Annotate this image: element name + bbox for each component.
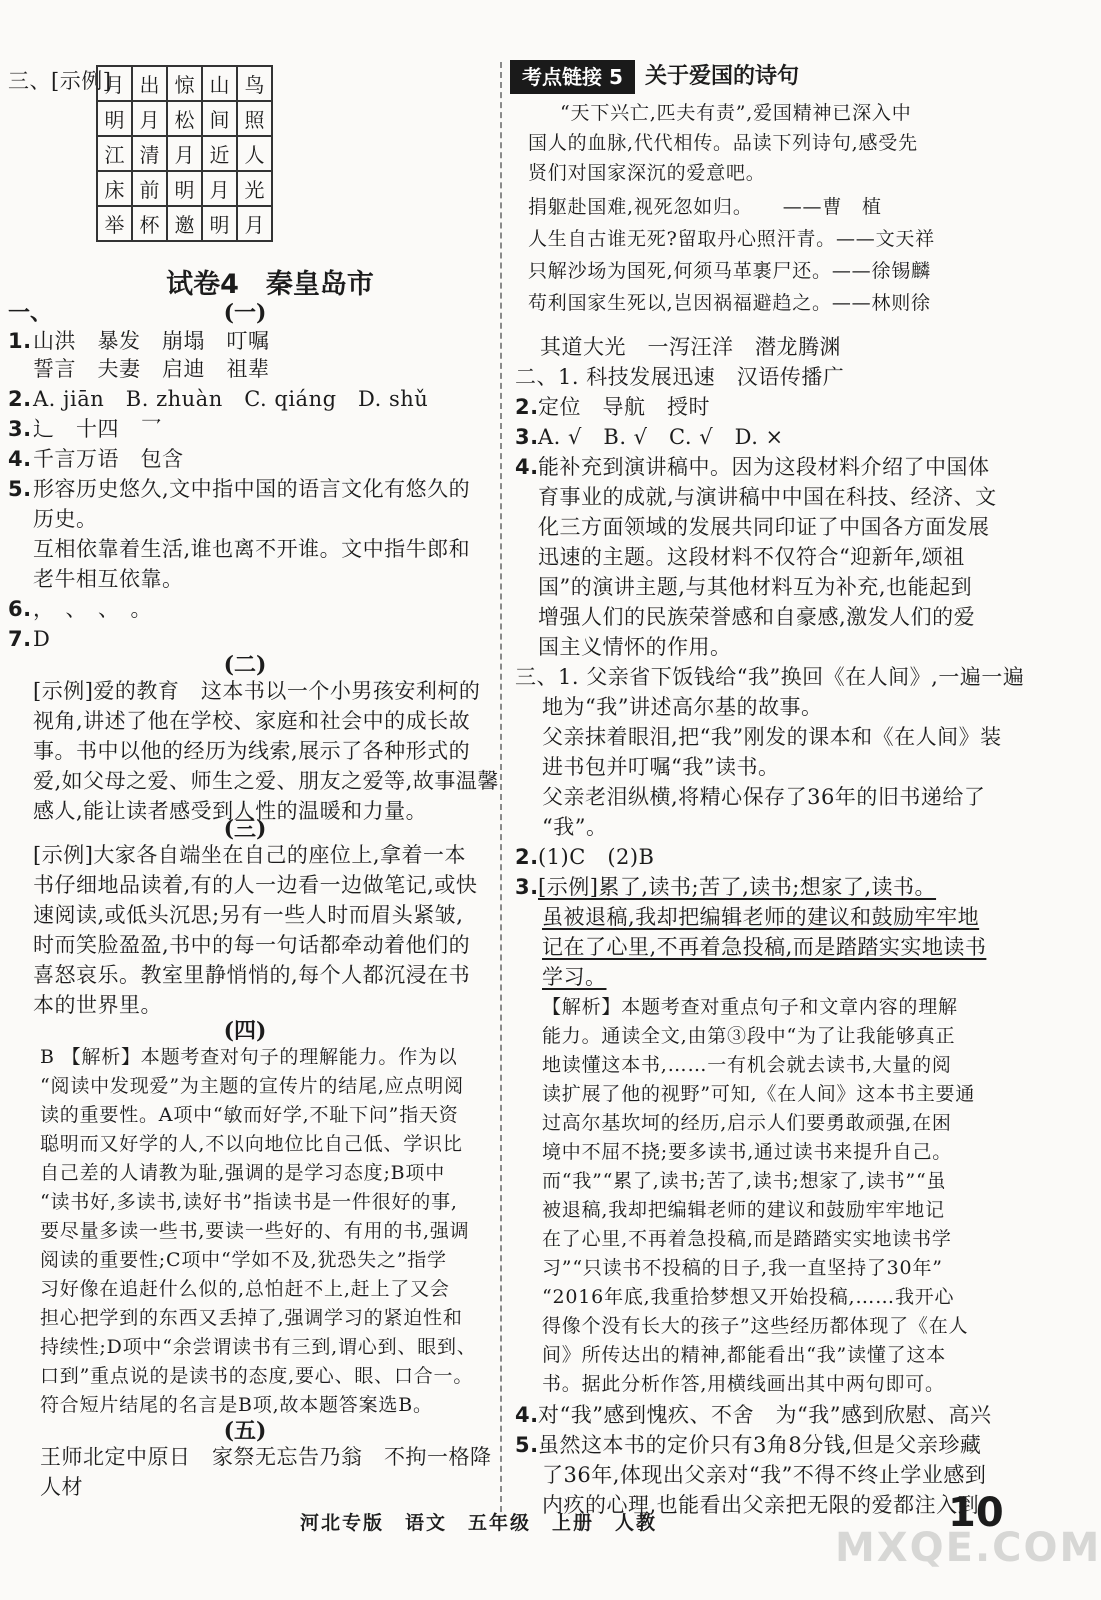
grid-cell: 邀: [167, 206, 202, 241]
analysis-text: 读扩展了他的视野”可知,《在人间》这本书主要通: [542, 1083, 976, 1105]
answer-text: 进书包并叮嘱“我”读书。: [542, 755, 780, 779]
answer-text: D: [33, 627, 51, 651]
analysis-text: “阅读中发现爱”为主题的宣传片的结尾,应点明阅: [40, 1075, 464, 1097]
poem-line: 人生自古谁无死?留取丹心照汗青。——文天祥: [528, 228, 935, 250]
answer-text: 喜怒哀乐。教室里静悄悄的,每个人都沉浸在书: [33, 963, 471, 987]
answer-text: 爱,如父母之爱、师生之爱、朋友之爱等,故事温馨: [33, 769, 499, 793]
grid-cell: 光: [237, 171, 272, 206]
answer-text: 辶 十四 乛: [33, 417, 162, 441]
answer-text: 育事业的成就,与演讲稿中中国在科技、经济、文: [538, 485, 997, 509]
subsection-heading: (三): [223, 816, 267, 842]
grid-cell: 近: [202, 136, 237, 171]
question-number: 3.: [515, 875, 539, 899]
answer-text: 本的世界里。: [33, 993, 162, 1017]
topic-title: 关于爱国的诗句: [645, 64, 800, 89]
grid-cell: 月: [97, 66, 132, 101]
analysis-text: 持续性;D项中“余尝谓读书有三到,谓心到、眼到、: [40, 1336, 477, 1358]
analysis-text: 【解析】本题考查对重点句子和文章内容的理解: [542, 996, 958, 1018]
question-number: 2.: [515, 395, 539, 419]
question-number: 7.: [8, 627, 32, 651]
analysis-text: 书。据此分析作答,用横线画出其中两句即可。: [542, 1373, 945, 1395]
analysis-text: 符合短片结尾的名言是B项,故本题答案选B。: [40, 1394, 433, 1416]
analysis-text: 自己差的人请教为耻,强调的是学习态度;B项中: [40, 1162, 446, 1184]
analysis-text: B 【解析】本题考查对句子的理解能力。作为以: [40, 1046, 458, 1068]
analysis-text: 得像个没有长大的孩子”这些经历都体现了《在人: [542, 1315, 969, 1337]
grid-cell: 惊: [167, 66, 202, 101]
answer-text: 国主义情怀的作用。: [538, 635, 732, 659]
intro-text: 国人的血脉,代代相传。品读下列诗句,感受先: [528, 132, 918, 154]
grid-row: [97, 206, 272, 241]
grid-cell: 床: [97, 171, 132, 206]
answer-text: 了36年,体现出父亲对“我”不得不终止学业感到: [542, 1463, 987, 1487]
grid-cell: 出: [132, 66, 167, 101]
watermark: MXQE.COM: [835, 1525, 1101, 1571]
page-number: 10: [948, 1490, 1004, 1536]
question-number: 6.: [8, 597, 32, 621]
question-number: 5.: [515, 1433, 539, 1457]
answer-text: A. jiān B. zhuàn C. qiáng D. shǔ: [33, 387, 429, 411]
answer-text: 能补充到演讲稿中。因为这段材料介绍了中国体: [538, 455, 990, 479]
paper-title: 试卷4 秦皇岛市: [166, 269, 374, 300]
analysis-text: 聪明而又好学的人,不以向地位比自己低、学识比: [40, 1133, 463, 1155]
underlined-answer: 学习。: [542, 965, 607, 989]
answer-text: 增强人们的民族荣誉感和自豪感,激发人们的爱: [538, 605, 976, 629]
answer-text: 国”的演讲主题,与其他材料互为补充,也能起到: [538, 575, 973, 599]
intro-text: “天下兴亡,匹夫有责”,爱国精神已深入中: [560, 102, 912, 124]
analysis-text: 习”“只读书不投稿的日子,我一直坚持了30年”: [542, 1257, 943, 1279]
subsection-heading: (二): [223, 652, 267, 678]
grid-cell: 前: [132, 171, 167, 206]
grid-cell: 江: [97, 136, 132, 171]
answer-text: 对“我”感到愧疚、不舍 为“我”感到欣慰、高兴: [538, 1403, 992, 1427]
grid-cell: 杯: [132, 206, 167, 241]
answer-text: 千言万语 包含: [33, 447, 184, 471]
answer-text: 老牛相互依靠。: [33, 567, 184, 591]
analysis-text: 间》所传达出的精神,都能看出“我”读懂了这本: [542, 1344, 947, 1366]
section-heading: 一、: [8, 300, 53, 326]
subsection-heading: (一): [223, 300, 267, 326]
answer-text: 王师北定中原日 家祭无忘告乃翁 不拘一格降: [40, 1445, 492, 1469]
intro-text: 贤们对国家深沉的爱意吧。: [528, 162, 766, 184]
answer-text: “我”。: [542, 815, 608, 839]
grid-cell: 月: [132, 101, 167, 136]
answer-text: 三、1. 父亲省下饭钱给“我”换回《在人间》,一遍一遍: [515, 665, 1025, 689]
answer-text: 人材: [40, 1475, 83, 1499]
grid-cell: 明: [97, 101, 132, 136]
grid-cell: 月: [237, 206, 272, 241]
analysis-text: “2016年底,我重拾梦想又开始投稿,……我开心: [542, 1286, 955, 1308]
analysis-text: 习好像在追赶什么似的,总怕赶不上,赶上了又会: [40, 1278, 450, 1300]
answer-text: 誓言 夫妻 启迪 祖辈: [33, 357, 270, 381]
answer-text: 定位 导航 授时: [538, 395, 710, 419]
answer-text: 事。书中以他的经历为线索,展示了各种形式的: [33, 739, 471, 763]
underlined-answer: 虽被退稿,我却把编辑老师的建议和鼓励牢牢地: [542, 905, 980, 929]
analysis-text: 而“我”“累了,读书;苦了,读书;想家了,读书”“虽: [542, 1170, 947, 1192]
answer-text: 历史。: [33, 507, 98, 531]
question-number: 3.: [515, 425, 539, 449]
underlined-answer: 记在了心里,不再着急投稿,而是踏踏实实地读书: [542, 935, 987, 959]
subsection-heading: (五): [223, 1418, 267, 1444]
question-number: 1.: [8, 329, 32, 353]
question-number: 4.: [515, 455, 539, 479]
question-number: 5.: [8, 477, 32, 501]
answer-text: A. √ B. √ C. √ D. ×: [538, 425, 784, 449]
answer-text: [示例]大家各自端坐在自己的座位上,拿着一本: [33, 843, 467, 867]
grid-cell: 松: [167, 101, 202, 136]
grid-cell: 明: [202, 206, 237, 241]
poem-line: 苟利国家生死以,岂因祸福避趋之。——林则徐: [528, 292, 931, 314]
question-number: 4.: [8, 447, 32, 471]
answer-text: [示例]爱的教育 这本书以一个小男孩安利柯的: [33, 679, 481, 703]
grid-row: [97, 136, 272, 171]
answer-text: 其道大光 一泻汪洋 潜龙腾渊: [540, 335, 841, 359]
analysis-text: 口到”重点说的是读书的态度,要心、眼、口合一。: [40, 1365, 474, 1387]
grid-cell: 明: [167, 171, 202, 206]
grid-row: [97, 171, 272, 206]
answer-text: ， 、 、 。: [33, 597, 152, 621]
answer-text: 山洪 暴发 崩塌 叮嘱: [33, 329, 270, 353]
grid-cell: 月: [167, 136, 202, 171]
answer-text: 父亲抹着眼泪,把“我”刚发的课本和《在人间》装: [542, 725, 1002, 749]
analysis-text: “读书好,多读书,读好书”指读书是一件很好的事,: [40, 1191, 458, 1213]
question-number: 2.: [8, 387, 32, 411]
answer-text: 视角,讲述了他在学校、家庭和社会中的成长故: [33, 709, 471, 733]
grid-label: 三、[示例]: [8, 69, 112, 93]
grid-cell: 月: [202, 171, 237, 206]
grid-cell: 举: [97, 206, 132, 241]
topic-badge: 考点链接 5: [510, 60, 635, 94]
answer-text: 虽然这本书的定价只有3角8分钱,但是父亲珍藏: [538, 1433, 982, 1457]
analysis-text: 境中不屈不挠;要多读书,通过读书来提升自己。: [542, 1141, 953, 1163]
analysis-text: 地读懂这本书,……一有机会就去读书,大量的阅: [542, 1054, 952, 1076]
answer-text: 时而笑脸盈盈,书中的每一句话都牵动着他们的: [33, 933, 471, 957]
question-number: 3.: [8, 417, 32, 441]
answer-text: 地为“我”讲述高尔基的故事。: [542, 695, 823, 719]
answer-text: 书仔细地品读着,有的人一边看一边做笔记,或快: [33, 873, 478, 897]
answer-text: 内疚的心理,也能看出父亲把无限的爱都注入到: [542, 1493, 980, 1517]
analysis-text: 担心把学到的东西又丢掉了,强调学习的紧迫性和: [40, 1307, 463, 1329]
poem-grid: [96, 65, 273, 242]
page-footer: 河北专版 语文 五年级 上册 人教: [300, 1512, 658, 1534]
analysis-text: 过高尔基坎坷的经历,启示人们要勇敢顽强,在困: [542, 1112, 952, 1134]
column-divider: [500, 62, 502, 1512]
poem-line: 只解沙场为国死,何须马革裹尸还。——徐锡麟: [528, 260, 931, 282]
answer-text: 互相依靠着生活,谁也离不开谁。文中指牛郎和: [33, 537, 471, 561]
grid-cell: 清: [132, 136, 167, 171]
answer-text: 形容历史悠久,文中指中国的语言文化有悠久的: [33, 477, 471, 501]
answer-text: 二、1. 科技发展迅速 汉语传播广: [515, 365, 845, 389]
analysis-text: 要尽量多读一些书,要读一些好的、有用的书,强调: [40, 1220, 470, 1242]
poem-line: 捐躯赴国难,视死忽如归。 ——曹 植: [528, 196, 882, 218]
underlined-answer: [示例]累了,读书;苦了,读书;想家了,读书。: [538, 875, 937, 899]
grid-cell: 照: [237, 101, 272, 136]
answer-text: 迅速的主题。这段材料不仅符合“迎新年,颂祖: [538, 545, 965, 569]
analysis-text: 在了心里,不再着急投稿,而是踏踏实实地读书学: [542, 1228, 952, 1250]
grid-cell: 鸟: [237, 66, 272, 101]
question-number: 4.: [515, 1403, 539, 1427]
subsection-heading: (四): [223, 1018, 267, 1044]
answer-text: 化三方面领域的发展共同印证了中国各方面发展: [538, 515, 990, 539]
answer-text: 速阅读,或低头沉思;另有一些人时而眉头紧皱,: [33, 903, 464, 927]
grid-cell: 间: [202, 101, 237, 136]
answer-text: 感人,能让读者感受到人性的温暖和力量。: [33, 799, 428, 823]
analysis-text: 能力。通读全文,由第③段中“为了让我能够真正: [542, 1025, 956, 1047]
analysis-text: 被退稿,我却把编辑老师的建议和鼓励牢牢地记: [542, 1199, 945, 1221]
analysis-text: 阅读的重要性;C项中“学如不及,犹恐失之”指学: [40, 1249, 447, 1271]
answer-text: 父亲老泪纵横,将精心保存了36年的旧书递给了: [542, 785, 986, 809]
question-number: 2.: [515, 845, 539, 869]
grid-cell: 人: [237, 136, 272, 171]
grid-row: [97, 66, 272, 101]
answer-text: (1)C (2)B: [538, 845, 655, 869]
grid-row: [97, 101, 272, 136]
grid-cell: 山: [202, 66, 237, 101]
analysis-text: 读的重要性。A项中“敏而好学,不耻下问”指天资: [40, 1104, 459, 1126]
